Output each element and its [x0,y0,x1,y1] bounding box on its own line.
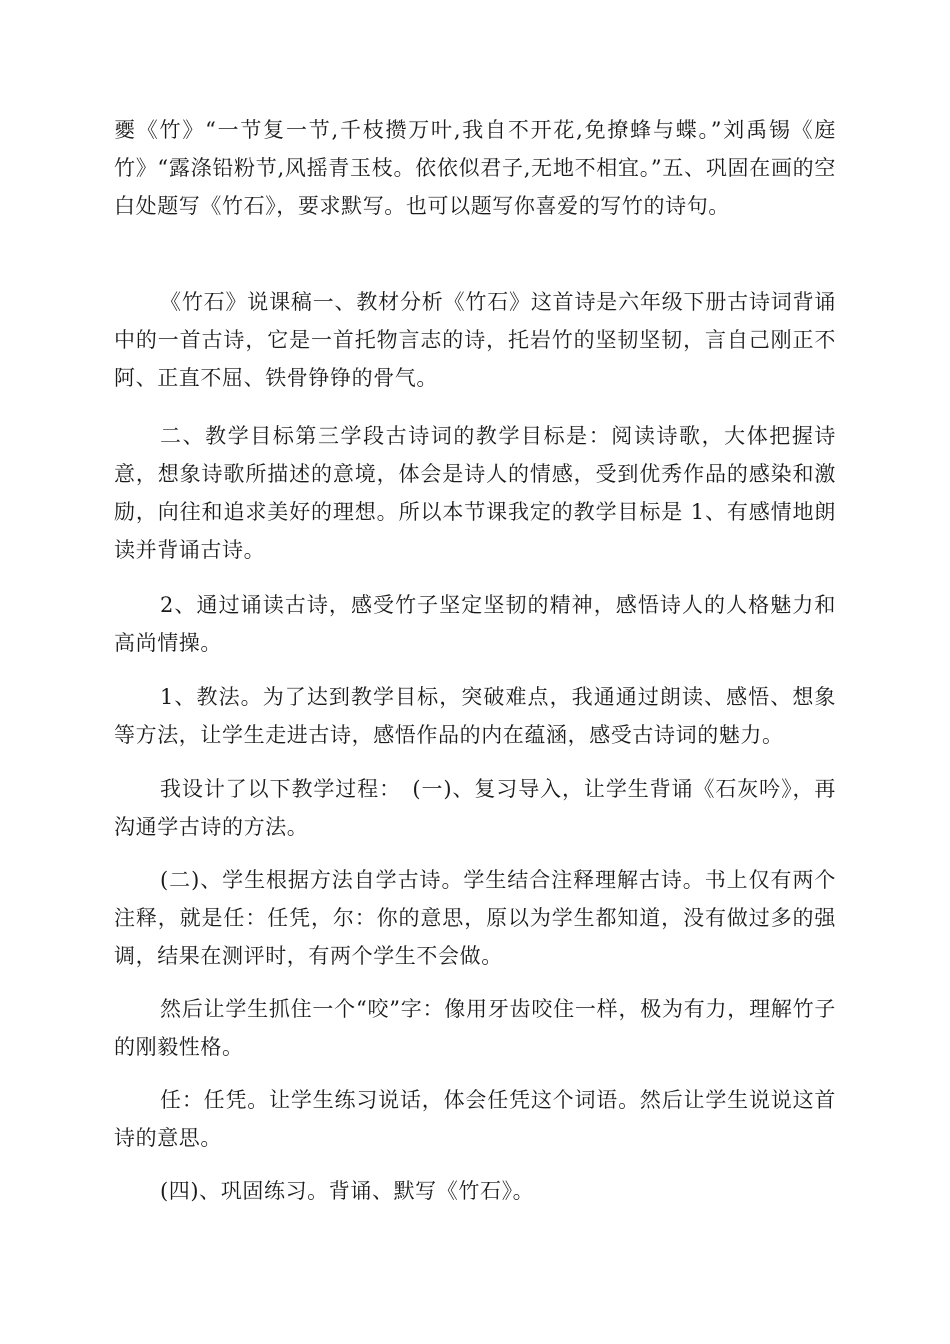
paragraph-bite-word: 然后让学生抓住一个“咬”字：像用牙齿咬住一样，极为有力，理解竹子的刚毅性格。 [114,997,836,1059]
paragraph-teaching-method: 1、教法。为了达到教学目标，突破难点，我通通过朗读、感悟、想象等方法，让学生走进古诗，感悟作品的内在蕴涵，感受古诗词的魅力。 [114,685,836,747]
paragraph-ren-meaning: 任：任凭。让学生练习说话，体会任凭这个词语。然后让学生说说这首诗的意思。 [114,1088,836,1150]
paragraph-process-one: 我设计了以下教学过程： (一)、复习导入，让学生背诵《石灰吟》，再沟通学古诗的方法。 [114,777,836,839]
paragraph-process-two: (二)、学生根据方法自学古诗。学生结合注释理解古诗。书上仅有两个注释，就是任：任凭，尔：你的意思，原以为学生都知道，没有做过多的强调，结果在测评时，有两个学生不会做。 [114,868,836,968]
paragraph-teaching-goals: 二、教学目标第三学段古诗词的教学目标是：阅读诗歌，大体把握诗意，想象诗歌所描述的意境，体会是诗人的情感，受到优秀作品的感染和激励，向往和追求美好的理想。所以本节课我定的教学目标是 1、有感情地朗读并背诵古诗。 [114,424,836,562]
paragraph-poem-quotes: 夒《竹》“一节复一节,千枝攒万叶,我自不开花,免撩蜂与蝶。”刘禹锡《庭竹》“露涤铅粉节,风摇青玉枝。依依似君子,无地不相宜。”五、巩固在画的空白处题写《竹石》，要求默写。也可以题写你喜爱的写竹的诗句。 [114,118,836,218]
paragraph-material-analysis: 《竹石》说课稿一、教材分析《竹石》这首诗是六年级下册古诗词背诵中的一首古诗，它是一首托物言志的诗，托岩竹的坚韧坚韧，言自己刚正不阿、正直不屈、铁骨铮铮的骨气。 [114,290,836,390]
paragraph-goal-two: 2、通过诵读古诗，感受竹子坚定坚韧的精神，感悟诗人的人格魅力和高尚情操。 [114,593,836,655]
paragraph-practice: (四)、巩固练习。背诵、默写《竹石》。 [160,1179,535,1203]
